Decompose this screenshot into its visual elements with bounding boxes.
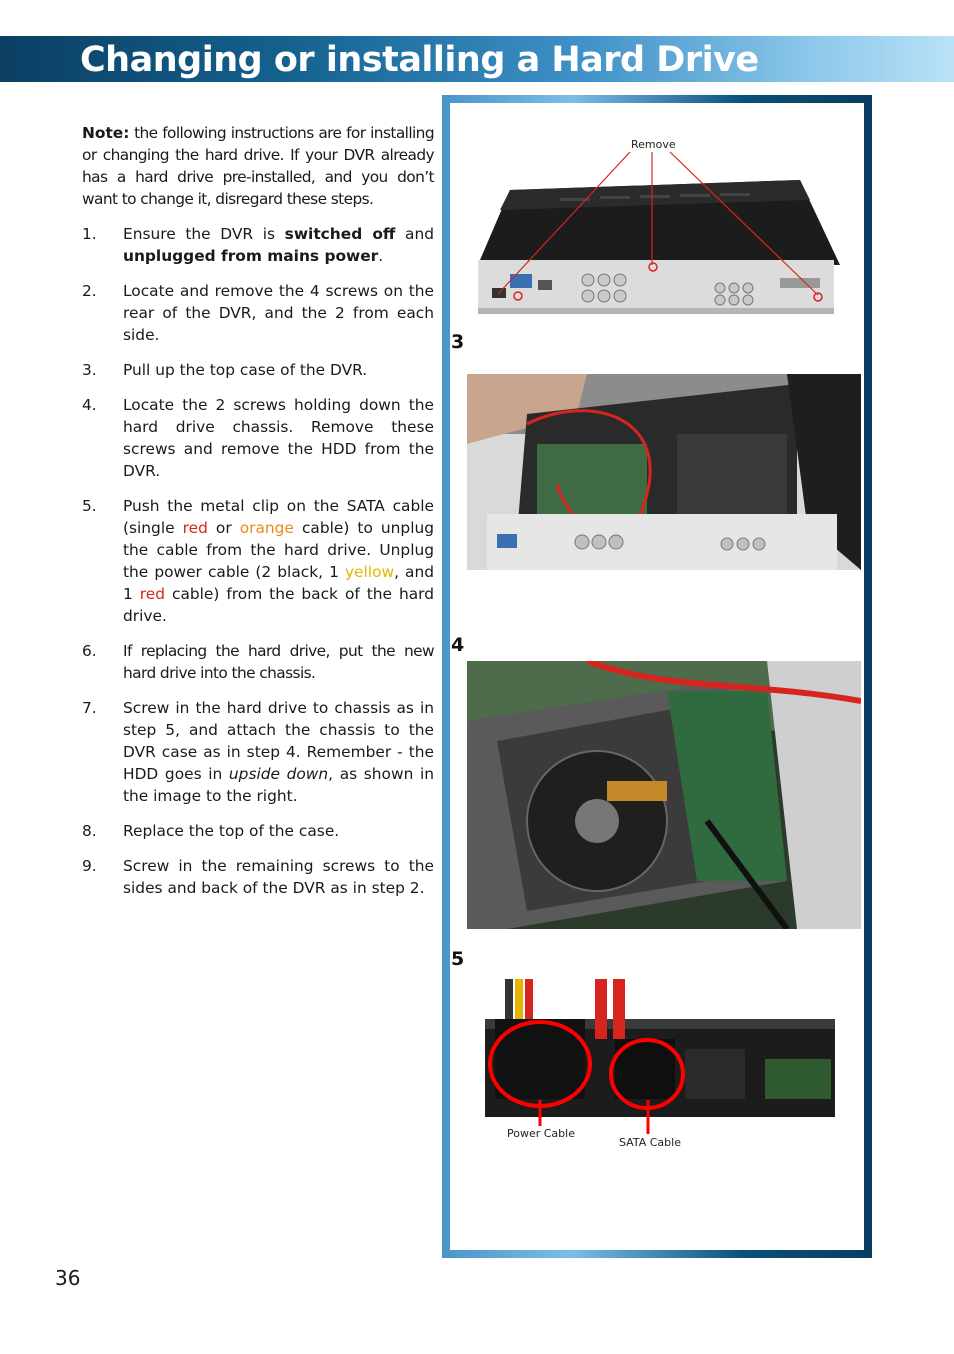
step-item — [82, 820, 434, 842]
figure-label-3: 3 — [451, 331, 465, 353]
step-text: Screw in the remaining screws to the sides and back of the DVR as in step 2. — [123, 857, 434, 897]
step-number: 3. — [82, 361, 97, 379]
step-item — [82, 394, 434, 482]
page-number: 36 — [55, 1266, 81, 1290]
step-item — [82, 855, 434, 899]
step-text-part: or — [207, 519, 240, 537]
step-text: Locate the 2 screws holding down the hard drive chassis. Remove these screws and remove the HDD from the DVR. — [123, 396, 434, 480]
step-text-part: cable) to unplug the cable from the hard drive. Unplug the power cable (2 black, 1 — [123, 519, 434, 581]
hard-drive-photo — [467, 661, 861, 929]
step-number: 6. — [82, 642, 97, 660]
sata-cable-caption: SATA Cable — [619, 1136, 681, 1149]
step-text: Pull up the top case of the DVR. — [123, 361, 368, 379]
note-paragraph — [82, 122, 434, 210]
cables-photo — [485, 979, 835, 1117]
step-text-part: . — [378, 247, 384, 265]
step-number: 8. — [82, 822, 97, 840]
step-text-part: and — [395, 225, 434, 243]
note-text: the following instructions are for installing or changing the hard drive. If your DVR already has a hard drive pre-installed, and you don’t want to change it, disregard these steps. — [82, 124, 434, 208]
step-text-part: Ensure the DVR is — [123, 225, 285, 243]
step-number: 4. — [82, 396, 97, 414]
step-text-part: Screw in the hard drive to chassis as in step 5, and attach the chassis to the DVR case as in step 4. Remember - the HDD goes in — [123, 699, 434, 783]
power-cable-caption: Power Cable — [507, 1127, 575, 1140]
step-text — [123, 223, 434, 267]
step-item — [82, 697, 434, 807]
step-number: 5. — [82, 497, 97, 515]
open-case-photo — [467, 374, 861, 570]
step-text — [123, 495, 434, 627]
step-number: 9. — [82, 857, 97, 875]
step-number: 7. — [82, 699, 97, 717]
page-title: Changing or installing a Hard Drive — [80, 40, 759, 80]
step-text: If replacing the hard drive, put the new hard drive into the chassis. — [123, 642, 434, 682]
step-item — [82, 359, 434, 381]
step-number: 2. — [82, 282, 97, 300]
color-word-red: red — [139, 585, 166, 603]
figure-label-4: 4 — [451, 634, 465, 656]
step-text-part: cable) from the back of the hard drive. — [123, 585, 435, 625]
remove-pointer-lines — [450, 150, 864, 310]
emphasis-switched-off: switched off — [284, 225, 396, 243]
step-item — [82, 280, 434, 346]
remove-caption: Remove — [631, 138, 676, 151]
note-label: Note: — [82, 124, 130, 142]
step-item — [82, 495, 434, 627]
emphasis-upside-down: upside down — [228, 765, 329, 783]
step-text-part: , and 1 — [123, 563, 435, 603]
figure-label-5: 5 — [451, 948, 465, 970]
step-item — [82, 640, 434, 684]
step-number: 1. — [82, 225, 97, 243]
emphasis-unplugged: unplugged from mains power — [123, 247, 379, 265]
steps-list — [82, 223, 434, 899]
step-text — [123, 697, 434, 807]
color-word-orange: orange — [239, 519, 294, 537]
step-text-part: Push the metal clip on the SATA cable (single — [123, 497, 434, 537]
step-text: Replace the top of the case. — [123, 822, 340, 840]
instructions-column — [82, 122, 434, 912]
color-word-yellow: yellow — [344, 563, 395, 581]
step-text-part: , as shown in the image to the right. — [123, 765, 434, 805]
color-word-red: red — [182, 519, 208, 537]
step-text: Locate and remove the 4 screws on the rear of the DVR, and the 2 from each side. — [123, 282, 434, 344]
step-item — [82, 223, 434, 267]
